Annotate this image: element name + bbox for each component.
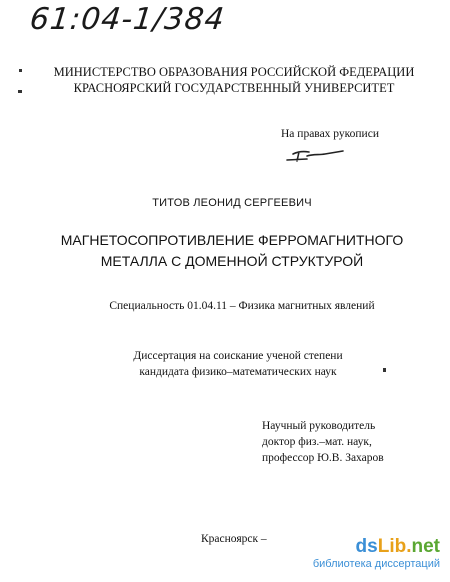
logo-ds: ds <box>355 536 378 557</box>
archive-code-handwritten: 61:04-1/384 <box>28 2 227 37</box>
title-line-1: МАГНЕТОСОПРОТИВЛЕНИЕ ФЕРРОМАГНИТНОГО <box>60 232 404 248</box>
degree-line-2: кандидата физико–математических наук <box>139 366 337 378</box>
logo-net: net <box>411 536 440 557</box>
author-name: ТИТОВ ЛЕОНИД СЕРГЕЕВИЧ <box>152 197 312 209</box>
dslib-watermark <box>294 536 444 578</box>
logo-lib: Lib <box>377 536 407 557</box>
specialty-line: Специальность 01.04.11 – Физика магнитных явлений <box>109 300 375 312</box>
degree-line-1: Диссертация на соискание ученой степени <box>133 350 343 362</box>
city-year: Красноярск – <box>201 533 267 545</box>
advisor-block <box>262 418 384 466</box>
rights-label: На правах рукописи <box>281 128 379 140</box>
advisor-role: Научный руководитель <box>262 420 376 432</box>
ministry-header <box>0 64 450 96</box>
title-line-2: МЕТАЛЛА С ДОМЕННОЙ СТРУКТУРОЙ <box>100 253 364 269</box>
watermark-subtitle: библиотека диссертаций <box>312 558 440 570</box>
dissertation-title <box>0 230 450 272</box>
advisor-name: профессор Ю.В. Захаров <box>262 452 384 464</box>
logo-dot: . <box>406 536 412 557</box>
ministry-name: МИНИСТЕРСТВО ОБРАЗОВАНИЯ РОССИЙСКОЙ ФЕДЕРАЦИИ <box>53 65 415 79</box>
signature-mark <box>285 146 345 164</box>
dslib-logo <box>294 536 444 558</box>
degree-statement <box>0 348 450 380</box>
university-name: КРАСНОЯРСКИЙ ГОСУДАРСТВЕННЫЙ УНИВЕРСИТЕТ <box>73 81 395 95</box>
advisor-degree: доктор физ.–мат. наук, <box>262 436 372 448</box>
